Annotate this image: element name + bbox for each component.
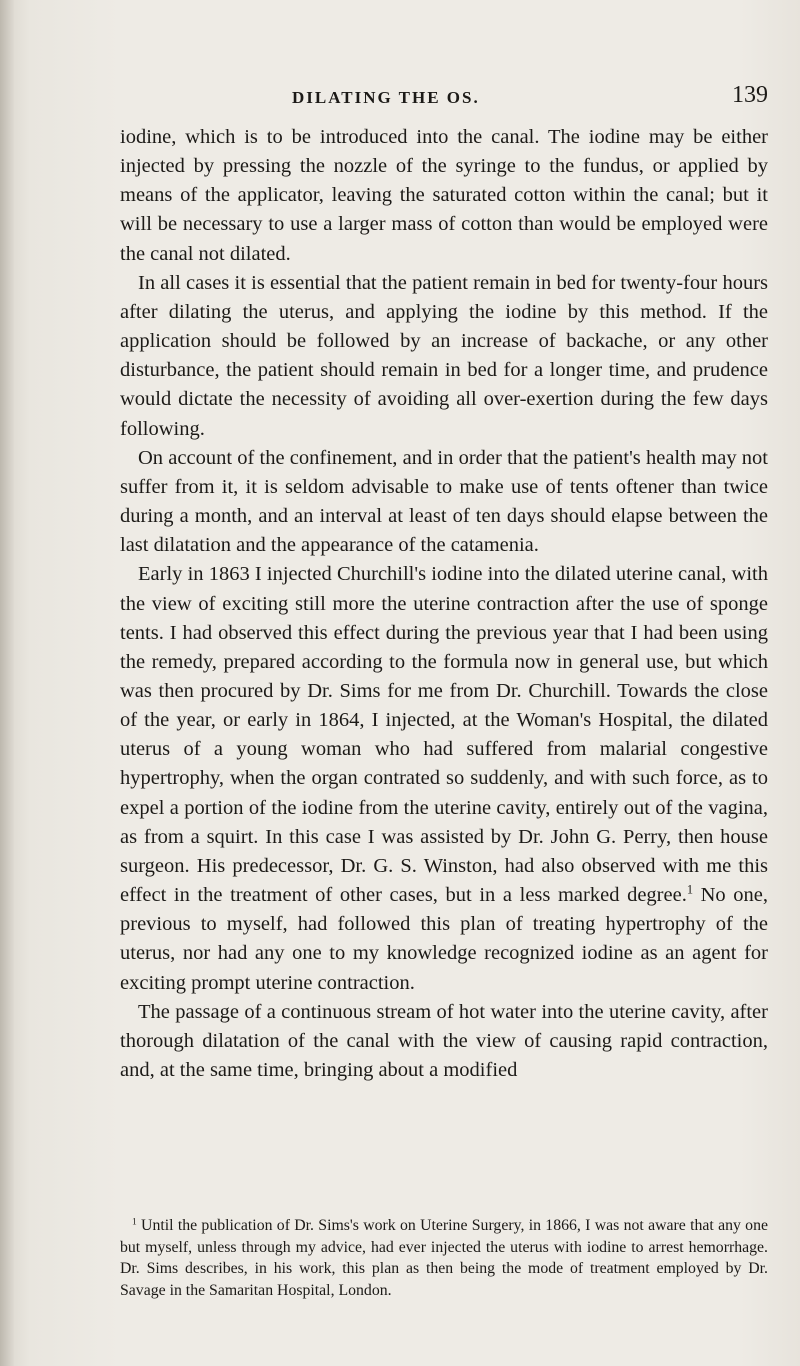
- paragraph-bed-rest: In all cases it is essential that the patient remain in bed for twenty-four hours after dilating the uterus, and applying the iodine by this method. If the application should be followed by an increase of backache, or any other disturbance, the patient should remain in bed for a longer time, and prudence would dictate the necessity of avoiding all over-exertion during the few days following.: [120, 271, 768, 440]
- body-text: [120, 123, 768, 1085]
- paragraph-continued: iodine, which is to be introduced into the canal. The iodine may be either injected by pressing the nozzle of the syringe to the fundus, or applied by means of the applicator, leaving the saturated cotton within the canal; but it will be necessary to use a larger mass of cotton than would be employed were the canal not dilated.: [120, 126, 768, 265]
- footnote-text: Until the publication of Dr. Sims's work on Uterine Surgery, in 1866, I was not aware that any one but myself, unless through my advice, had ever injected the uterus with iodine to arrest hemorrhage. Dr. Sims describes, in his work, this plan as then being the mode of treatment employed by Dr. Savage in the Samaritan Hospital, London.: [120, 1217, 768, 1299]
- paragraph-tents-frequency: On account of the confinement, and in order that the patient's health may not suffer from it, it is seldom advisable to make use of tents oftener than twice during a month, and an interval at least of ten days should elapse between the last dilatation and the appearance of the catamenia.: [120, 446, 768, 557]
- footnote-reference: 1: [686, 882, 693, 897]
- page-header: [120, 80, 768, 120]
- paragraph-churchill-iodine: [120, 560, 768, 997]
- footnote-paragraph: [120, 1215, 768, 1301]
- running-title: DILATING THE OS.: [292, 88, 480, 107]
- footnote-marker: 1: [132, 1217, 137, 1228]
- footnote: [120, 1215, 768, 1301]
- paragraph-hot-water: The passage of a continuous stream of hot water into the uterine cavity, after thorough dilatation of the canal with the view of causing rapid contraction, and, at the same time, bringing about a modified: [120, 1000, 768, 1081]
- page-number: 139: [732, 82, 768, 108]
- paragraph-churchill-iodine-text: Early in 1863 I injected Churchill's iodine into the dilated uterine canal, with the view of exciting still more the uterine contraction after the use of sponge tents. I had observed this effect during the previous year that I had been using the remedy, prepared according to the formula now in general use, but which was then procured by Dr. Sims for me from Dr. Churchill. Towards the close of the year, or early in 1864, I injected, at the Woman's Hospital, the dilated uterus of a young woman who had suffered from malarial congestive hypertrophy, when the organ contrated so suddenly, and with such force, as to expel a portion of the iodine from the uterine cavity, entirely out of the vagina, as from a squirt. In this case I was assisted by Dr. John G. Perry, then house surgeon. His predecessor, Dr. G. S. Winston, had also observed with me this effect in the treatment of other cases, but in a less marked degree.: [120, 563, 768, 907]
- paragraph-no-one-previous-text: No one, previous to myself, had followed this plan of treating hypertrophy of the uterus, nor had any one to my knowledge recognized iodine as an agent for exciting prompt uterine contraction.: [120, 884, 769, 994]
- page-gutter-shadow: [0, 0, 14, 1366]
